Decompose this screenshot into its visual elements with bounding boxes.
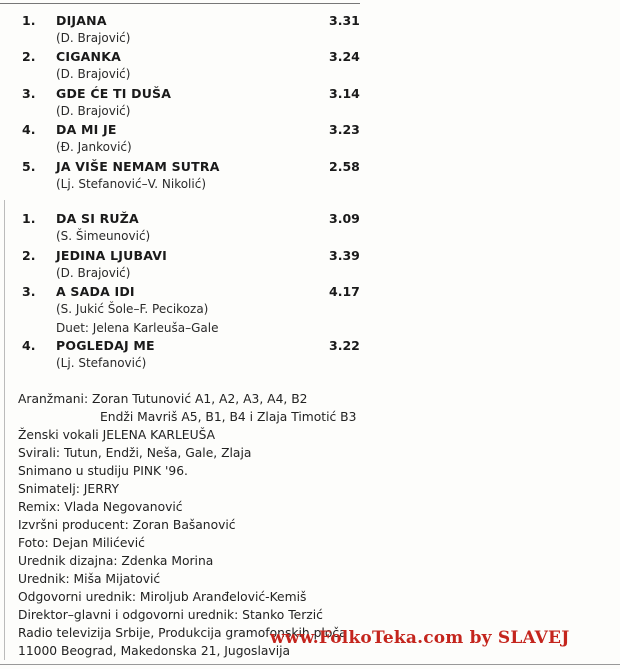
- track-duration: 3.14: [329, 86, 360, 101]
- track-title: DIJANA: [56, 13, 107, 28]
- top-divider: [0, 3, 360, 4]
- track-duration: 3.39: [329, 248, 360, 263]
- track-number: 5.: [22, 159, 36, 174]
- track-number: 3.: [22, 284, 36, 299]
- track-duration: 3.22: [329, 338, 360, 353]
- track-title: DA MI JE: [56, 122, 117, 137]
- track-number: 4.: [22, 122, 36, 137]
- credit-arrangements-cont: Endži Mavriš A5, B1, B4 i Zlaja Timotić B3: [100, 410, 357, 424]
- track-number: 2.: [22, 49, 36, 64]
- bottom-divider: [0, 664, 620, 665]
- credit-remix: Remix: Vlada Negovanović: [18, 500, 183, 514]
- track-title: A SADA IDI: [56, 284, 135, 299]
- track-duration: 2.58: [329, 159, 360, 174]
- credit-photo: Foto: Dejan Milićević: [18, 536, 145, 550]
- credit-publisher: Radio televizija Srbije, Produkcija gramofonskih ploča: [18, 626, 347, 640]
- track-number: 2.: [22, 248, 36, 263]
- track-number: 1.: [22, 13, 36, 28]
- track-item: [0, 86, 620, 120]
- track-title: CIGANKA: [56, 49, 121, 64]
- credit-design-editor: Urednik dizajna: Zdenka Morina: [18, 554, 214, 568]
- track-title: JEDINA LJUBAVI: [56, 248, 167, 263]
- track-title: DA SI RUŽA: [56, 211, 139, 226]
- track-title: GDE ĆE TI DUŠA: [56, 86, 172, 101]
- track-credit: (Lj. Stefanović–V. Nikolić): [56, 177, 207, 191]
- track-item: [0, 49, 620, 83]
- track-item: [0, 284, 620, 336]
- track-item: [0, 338, 620, 372]
- credit-director: Direktor–glavni i odgovorni urednik: Stanko Terzić: [18, 608, 323, 622]
- track-credit: (D. Brajović): [56, 31, 131, 45]
- track-credit: (D. Brajović): [56, 104, 131, 118]
- track-item: [0, 13, 620, 47]
- track-duration: 4.17: [329, 284, 360, 299]
- credit-studio: Snimano u studiju PINK '96.: [18, 464, 188, 478]
- track-item: [0, 211, 620, 245]
- track-duration: 3.24: [329, 49, 360, 64]
- track-title: POGLEDAJ ME: [56, 338, 155, 353]
- credit-editor: Urednik: Miša Mijatović: [18, 572, 161, 586]
- track-number: 3.: [22, 86, 36, 101]
- credit-arrangements: Aranžmani: Zoran Tutunović A1, A2, A3, A4, B2: [18, 392, 308, 406]
- track-item: [0, 122, 620, 156]
- credit-players: Svirali: Tutun, Endži, Neša, Gale, Zlaja: [18, 446, 252, 460]
- track-number: 1.: [22, 211, 36, 226]
- credit-address: 11000 Beograd, Makedonska 21, Jugoslavija: [18, 644, 291, 658]
- credit-producer: Izvršni producent: Zoran Bašanović: [18, 518, 236, 532]
- track-item: [0, 159, 620, 193]
- track-credit: (D. Brajović): [56, 266, 131, 280]
- credit-vocals: Ženski vokali JELENA KARLEUŠA: [18, 428, 216, 442]
- track-duet-note: Duet: Jelena Karleuša–Gale: [56, 321, 219, 335]
- track-credit: (Đ. Janković): [56, 140, 132, 154]
- track-credit: (D. Brajović): [56, 67, 131, 81]
- credit-recorder: Snimatelj: JERRY: [18, 482, 120, 496]
- track-number: 4.: [22, 338, 36, 353]
- watermark-text: www.FolkoTeka.com by SLAVEJ: [270, 628, 570, 648]
- track-credit: (Lj. Stefanović): [56, 356, 147, 370]
- track-item: [0, 248, 620, 282]
- track-credit: (S. Jukić Šole–F. Pecikoza): [56, 302, 209, 316]
- track-duration: 3.23: [329, 122, 360, 137]
- track-duration: 3.09: [329, 211, 360, 226]
- credit-responsible-editor: Odgovorni urednik: Miroljub Aranđelović-Kemiš: [18, 590, 307, 604]
- track-title: JA VIŠE NEMAM SUTRA: [56, 159, 220, 174]
- track-credit: (S. Šimeunović): [56, 229, 151, 243]
- track-duration: 3.31: [329, 13, 360, 28]
